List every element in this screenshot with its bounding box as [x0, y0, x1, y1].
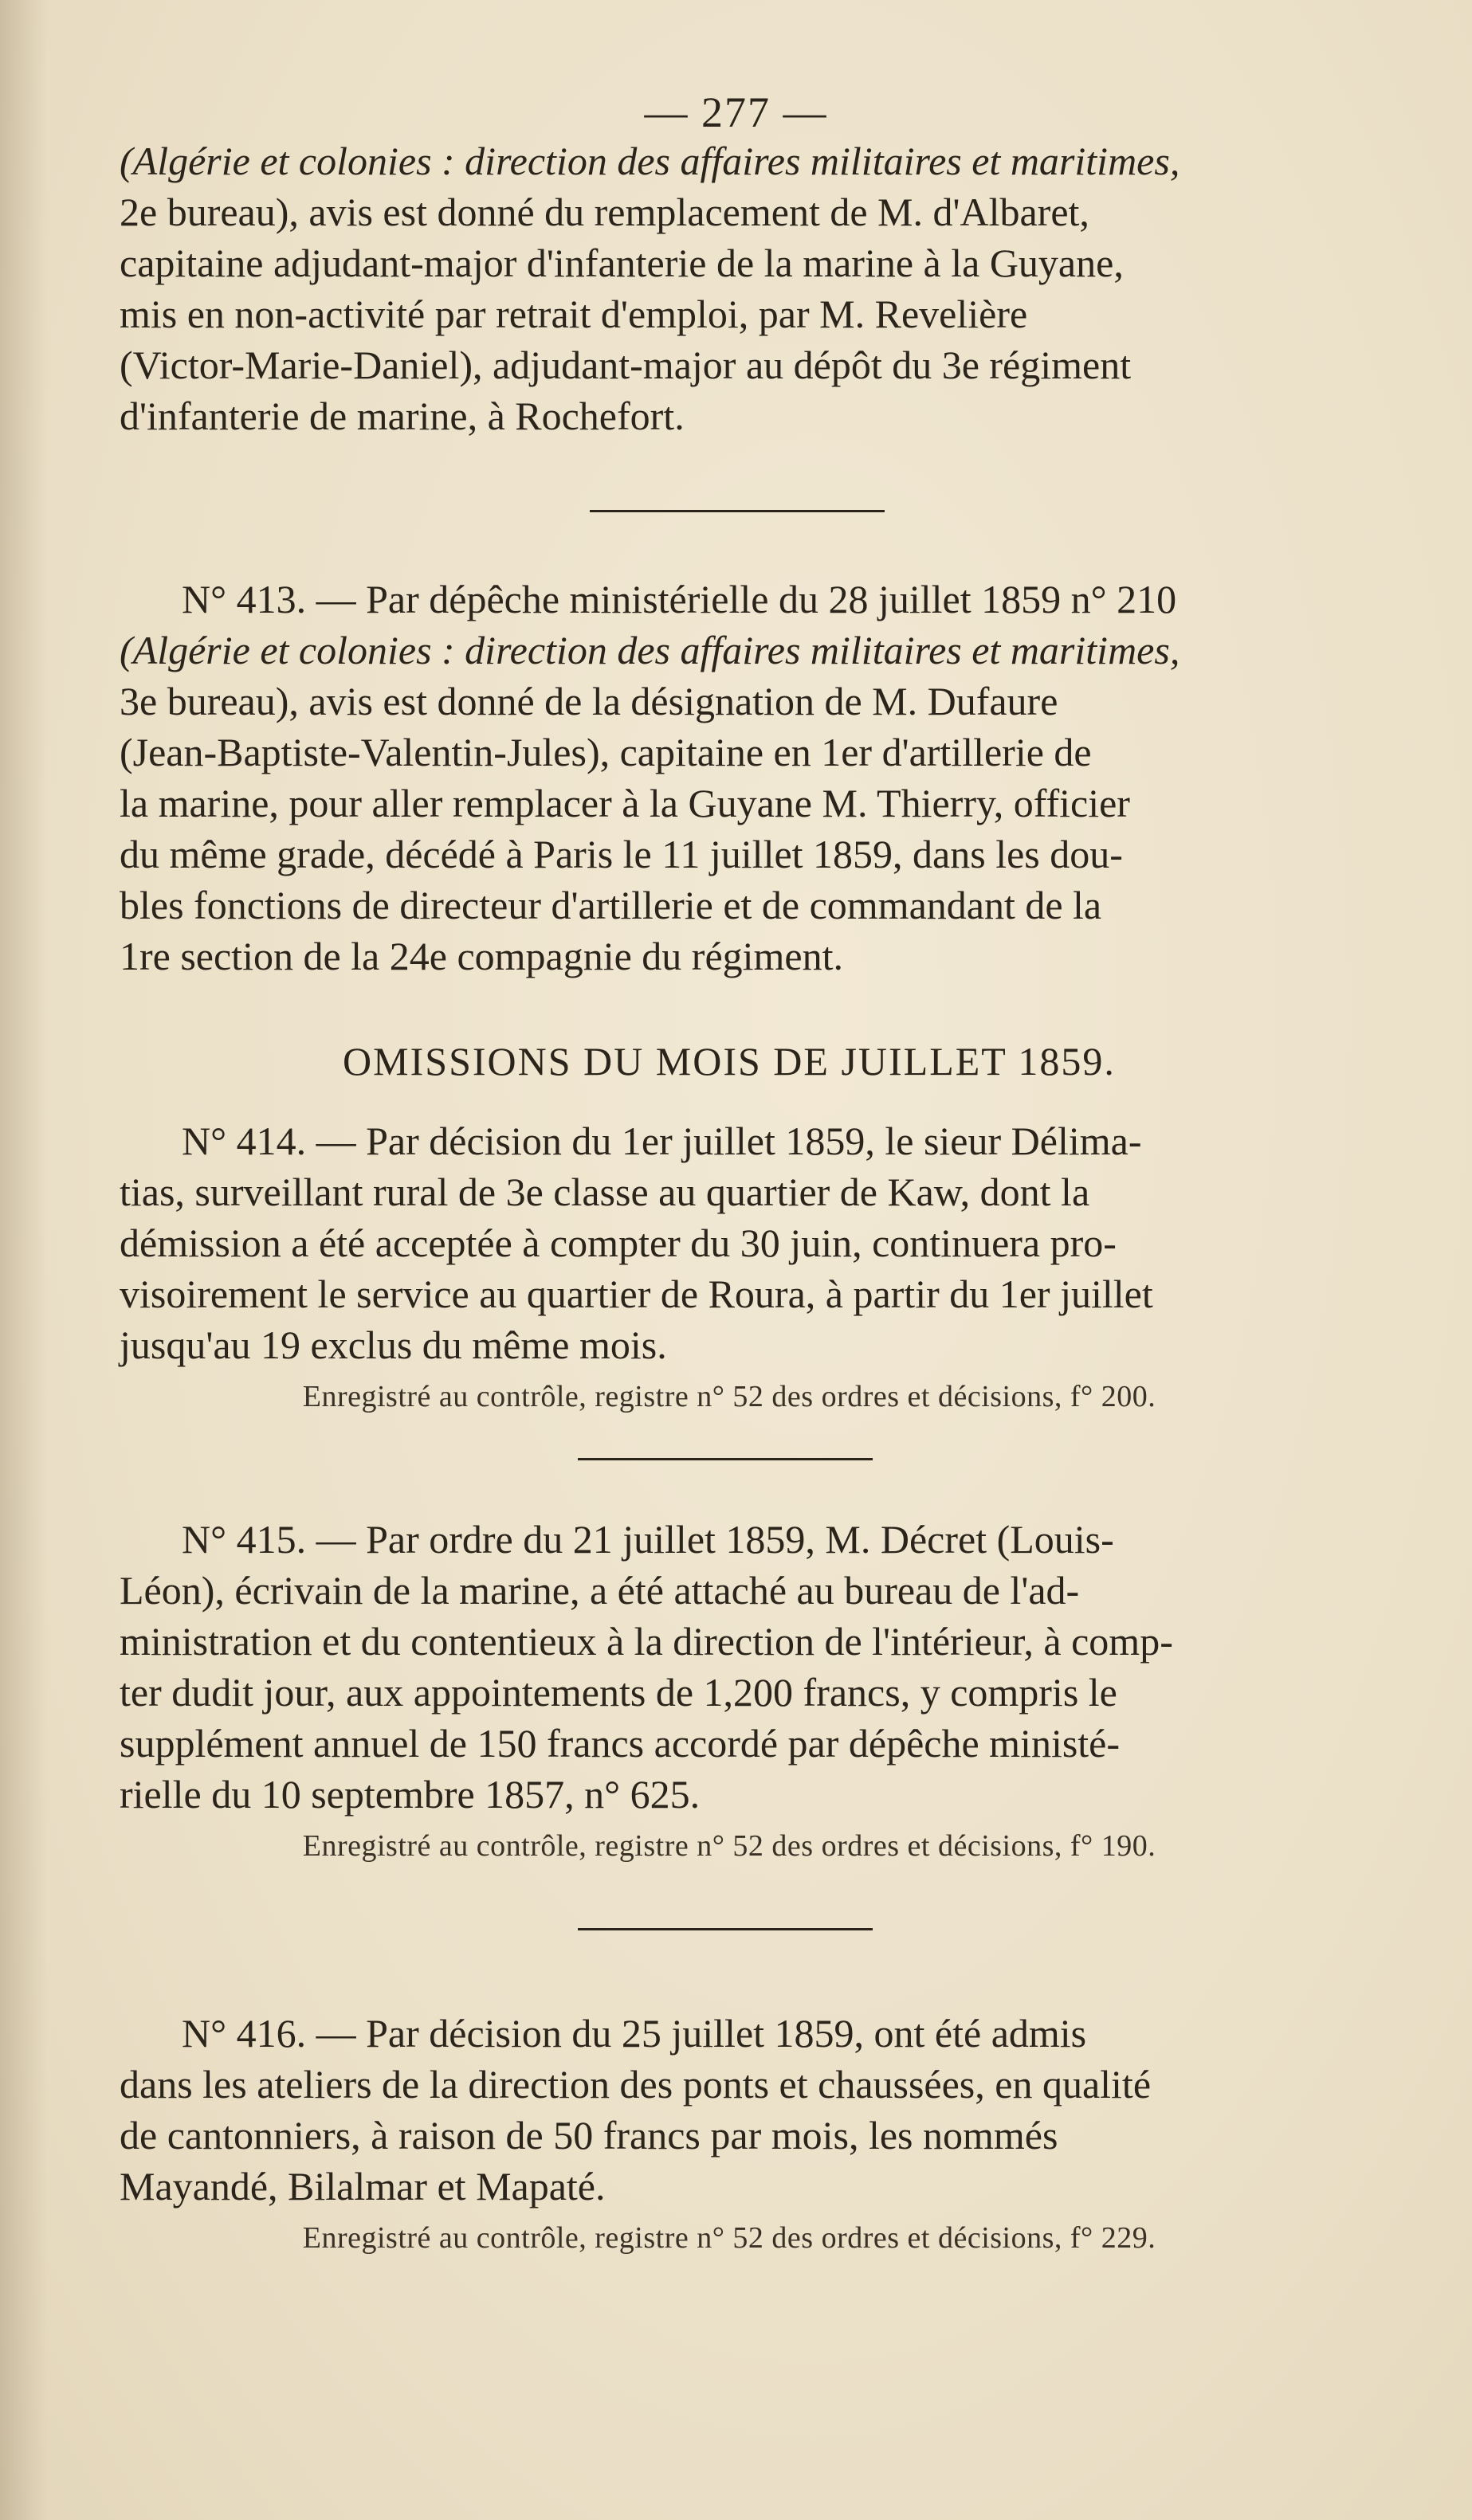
separator-rule: [590, 510, 885, 512]
line: visoirement le service au quartier de Roura, à partir du 1er juillet: [120, 1272, 1153, 1316]
line: (Jean-Baptiste-Valentin-Jules), capitaine en 1er d'artillerie de: [120, 730, 1092, 774]
line: 1re section de la 24e compagnie du régiment.: [120, 934, 844, 978]
line: de cantonniers, à raison de 50 francs par mois, les nommés: [120, 2113, 1058, 2157]
registration-note: Enregistré au contrôle, registre n° 52 des ordres et décisions, f° 229.: [302, 2221, 1156, 2255]
line: N° 416. — Par décision du 25 juillet 1859, ont été admis: [182, 2011, 1087, 2056]
line: bles fonctions de directeur d'artillerie et de commandant de la: [120, 883, 1102, 927]
page-number: — 277 —: [644, 88, 828, 136]
registration-note: Enregistré au contrôle, registre n° 52 des ordres et décisions, f° 200.: [302, 1380, 1156, 1413]
line: 2e bureau), avis est donné du remplacement de M. d'Albaret,: [120, 190, 1089, 234]
line: N° 413. — Par dépêche ministérielle du 28 juillet 1859 n° 210: [182, 577, 1177, 621]
line: N° 414. — Par décision du 1er juillet 1859, le sieur Délima-: [182, 1119, 1142, 1163]
binding-shadow: [0, 0, 48, 2520]
omissions-heading-block: [120, 1036, 1339, 1087]
separator-rule: [578, 1458, 873, 1460]
line: N° 415. — Par ordre du 21 juillet 1859, M. Décret (Louis-: [182, 1517, 1114, 1562]
line: 3e bureau), avis est donné de la désignation de M. Dufaure: [120, 679, 1058, 723]
line: dans les ateliers de la direction des ponts et chaussées, en qualité: [120, 2062, 1152, 2107]
section-heading: OMISSIONS DU MOIS DE JUILLET 1859.: [343, 1039, 1116, 1084]
separator-rule: [578, 1928, 873, 1930]
line: jusqu'au 19 exclus du même mois.: [120, 1323, 667, 1367]
line: démission a été acceptée à compter du 30 juin, continuera pro-: [120, 1221, 1117, 1265]
line: (Algérie et colonies : direction des affaires militaires et maritimes,: [120, 628, 1180, 672]
line: supplément annuel de 150 francs accordé par dépêche ministé-: [120, 1721, 1121, 1766]
line: ter dudit jour, aux appointements de 1,200 francs, y compris le: [120, 1670, 1117, 1715]
article-416: [120, 2008, 1339, 2258]
article-412-continuation: [120, 135, 1339, 441]
line: ministration et du contentieux à la direction de l'intérieur, à comp-: [120, 1619, 1173, 1664]
line: du même grade, décédé à Paris le 11 juillet 1859, dans les dou-: [120, 832, 1123, 876]
line: la marine, pour aller remplacer à la Guyane M. Thierry, officier: [120, 781, 1130, 825]
line: capitaine adjudant-major d'infanterie de la marine à la Guyane,: [120, 241, 1124, 285]
line: Léon), écrivain de la marine, a été attaché au bureau de l'ad-: [120, 1568, 1080, 1613]
line: Mayandé, Bilalmar et Mapaté.: [120, 2164, 606, 2208]
line: mis en non-activité par retrait d'emploi, par M. Revelière: [120, 292, 1028, 336]
article-415: [120, 1514, 1339, 1866]
line: rielle du 10 septembre 1857, n° 625.: [120, 1772, 701, 1817]
line: (Victor-Marie-Daniel), adjudant-major au dépôt du 3e régiment: [120, 343, 1132, 387]
article-414: [120, 1115, 1339, 1417]
article-413: [120, 574, 1339, 982]
line: tias, surveillant rural de 3e classe au quartier de Kaw, dont la: [120, 1170, 1090, 1214]
line: (Algérie et colonies : direction des affaires militaires et maritimes,: [120, 139, 1180, 183]
line: d'infanterie de marine, à Rochefort.: [120, 394, 685, 438]
registration-note: Enregistré au contrôle, registre n° 52 des ordres et décisions, f° 190.: [302, 1829, 1156, 1863]
